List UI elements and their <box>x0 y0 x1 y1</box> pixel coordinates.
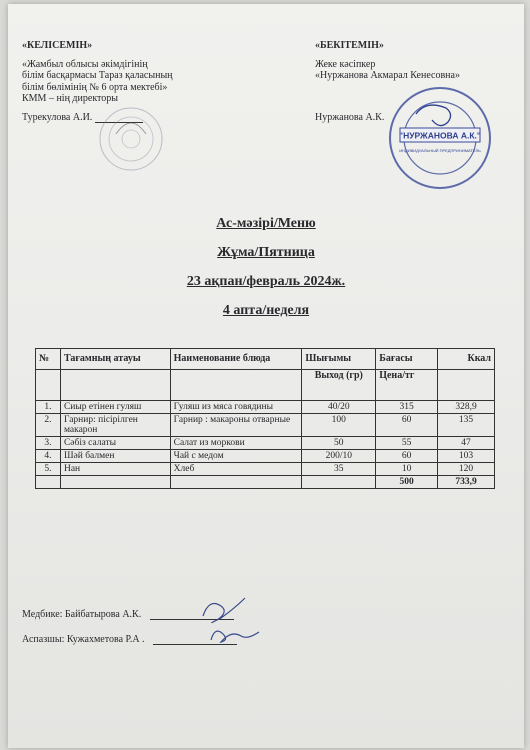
agreed-line-4: КММ – нің директоры <box>22 93 118 104</box>
table-header-row <box>36 349 495 370</box>
col-name-ru-header: Наименование блюда <box>170 349 302 370</box>
table-row: 5. Нан Хлеб 35 10 120 <box>36 463 495 476</box>
cook-name: Аспазшы: Кужахметова Р.А . <box>22 634 145 645</box>
handwritten-signature-icon <box>193 588 273 650</box>
col-num-header: № <box>36 349 61 370</box>
table-subheader-row <box>36 370 495 401</box>
total-price: 500 <box>376 476 438 489</box>
table-row: 3. Сәбіз салаты Салат из моркови 50 55 47 <box>36 437 495 450</box>
menu-table <box>35 348 495 489</box>
table-total-row <box>36 476 495 489</box>
school-stamp-icon <box>96 104 166 174</box>
col-yield-header: Шығымы <box>302 349 376 370</box>
agreed-heading: «КЕЛІСЕМІН» <box>22 40 93 51</box>
agreed-line-2: білім басқармасы Тараз қаласының <box>22 70 173 81</box>
entrepreneur-stamp-icon <box>386 84 494 192</box>
title-menu: Ас-мәзірі/Меню <box>216 216 316 231</box>
table-row: 2. Гарнир: пісірілген макарон Гарнир : макароны отварные 100 60 135 <box>36 414 495 437</box>
document-sheet <box>8 4 524 748</box>
table-row: 1. Сиыр етінен гуляш Гуляш из мяса говядины 40/20 315 328,9 <box>36 401 495 414</box>
total-kcal: 733,9 <box>438 476 495 489</box>
title-weekday: Жұма/Пятница <box>217 245 315 260</box>
approved-line-2: «Нуржанова Акмарал Кенесовна» <box>315 70 460 81</box>
table-row: 4. Шәй балмен Чай с медом 200/10 60 103 <box>36 450 495 463</box>
col-price-subheader: Цена/тг <box>376 370 438 401</box>
title-date: 23 ақпан/февраль 2024ж. <box>186 274 346 289</box>
approved-heading: «БЕКІТЕМІН» <box>315 40 384 51</box>
col-name-kz-header: Тағамның атауы <box>60 349 170 370</box>
agreed-signer: Турекулова А.И. <box>22 111 93 123</box>
stamp-center-text: "НУРЖАНОВА А.К." <box>399 130 481 141</box>
col-kcal-header: Ккал <box>438 349 495 370</box>
agreed-line-3: білім бөлімінің № 6 орта мектебі» <box>22 81 168 93</box>
title-week: 4 апта/неделя <box>222 303 310 318</box>
col-price-header: Бағасы <box>376 349 438 370</box>
stamp-sub-text: ИНДИВИДУАЛЬНЫЙ ПРЕДПРИНИМАТЕЛЬ <box>399 148 481 153</box>
nurse-name: Медбике: Байбатырова А.К. <box>22 609 142 620</box>
col-yield-subheader: Выход (гр) <box>302 370 376 401</box>
approved-signer: Нуржанова А.К. <box>315 111 385 123</box>
agreed-line-1: «Жамбыл облысы әкімдігінің <box>22 58 148 70</box>
approved-line-1: Жеке кәсіпкер <box>315 58 376 70</box>
